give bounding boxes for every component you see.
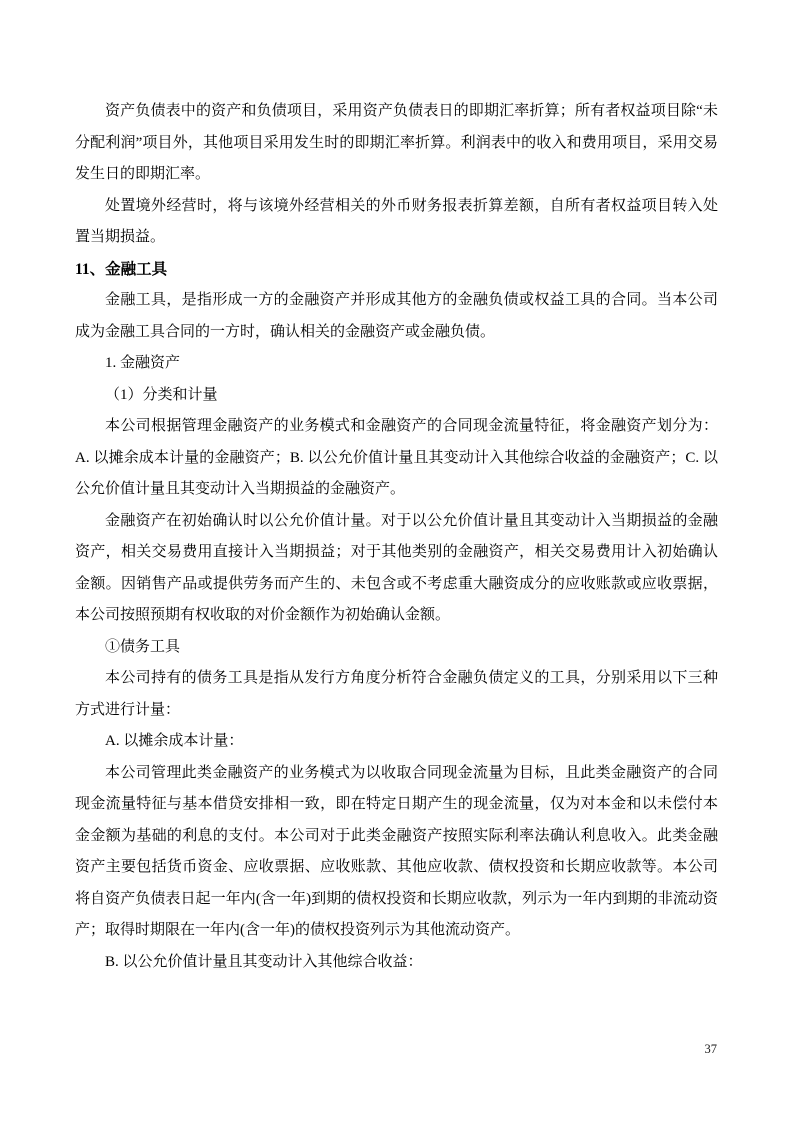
paragraph-financial-instruments-definition: 金融工具，是指形成一方的金融资产并形成其他方的金融负债或权益工具的合同。当本公司成为金融工具合同的一方时，确认相关的金融资产或金融负债。 xyxy=(75,292,718,340)
list-item-amortized-cost: A. 以摊余成本计量： xyxy=(105,733,244,749)
paragraph-initial-recognition: 金融资产在初始确认时以公允价值计量。对于以公允价值计量且其变动计入当期损益的金融资产，相关交易费用直接计入当期损益；对于其他类别的金融资产，相关交易费用计入初始确认金额。因销售产品或提供劳务而产生的、未包含或不考虑重大融资成分的应收账款或应收票据，本公司按照预期有权收取的对价金额作为初始确认金额。 xyxy=(75,512,718,623)
paragraph-fx-translation: 资产负债表中的资产和负债项目，采用资产负债表日的即期汇率折算；所有者权益项目除“未分配利润”项目外，其他项目采用发生时的即期汇率折算。利润表中的收入和费用项目，采用交易发生日的即期汇率。 xyxy=(75,103,718,182)
page-content xyxy=(75,0,718,978)
paragraph-debt-instruments-definition: 本公司持有的债务工具是指从发行方角度分析符合金融负债定义的工具，分别采用以下三种方式进行计量： xyxy=(75,670,718,718)
paragraph-asset-classification: 本公司根据管理金融资产的业务模式和金融资产的合同现金流量特征，将金融资产划分为：A. 以摊余成本计量的金融资产；B. 以公允价值计量且其变动计入其他综合收益的金融资产；C. 以公允价值计量且其变动计入当期损益的金融资产。 xyxy=(75,418,718,497)
section-heading-financial-instruments: 11、金融工具 xyxy=(75,260,168,278)
list-item-fvoci: B. 以公允价值计量且其变动计入其他综合收益： xyxy=(105,953,423,970)
list-item-debt-instruments: ①债务工具 xyxy=(105,638,181,655)
page-number: 37 xyxy=(704,1042,717,1056)
list-item-classification-measurement: （1）分类和计量 xyxy=(105,386,218,403)
paragraph-foreign-operation-disposal: 处置境外经营时，将与该境外经营相关的外币财务报表折算差额，自所有者权益项目转入处置当期损益。 xyxy=(75,197,718,245)
list-item-financial-assets: 1. 金融资产 xyxy=(105,355,181,371)
paragraph-amortized-cost-detail: 本公司管理此类金融资产的业务模式为以收取合同现金流量为目标，且此类金融资产的合同现金流量特征与基本借贷安排相一致，即在特定日期产生的现金流量，仅为对本金和以未偿付本金金额为基础的利息的支付。本公司对于此类金融资产按照实际利率法确认利息收入。此类金融资产主要包括货币资金、应收票据、应收账款、其他应收款、债权投资和长期应收款等。本公司将自资产负债表日起一年内(含一年)到期的债权投资和长期应收款，列示为一年内到期的非流动资产；取得时期限在一年内(含一年)的债权投资列示为其他流动资产。 xyxy=(75,764,718,938)
